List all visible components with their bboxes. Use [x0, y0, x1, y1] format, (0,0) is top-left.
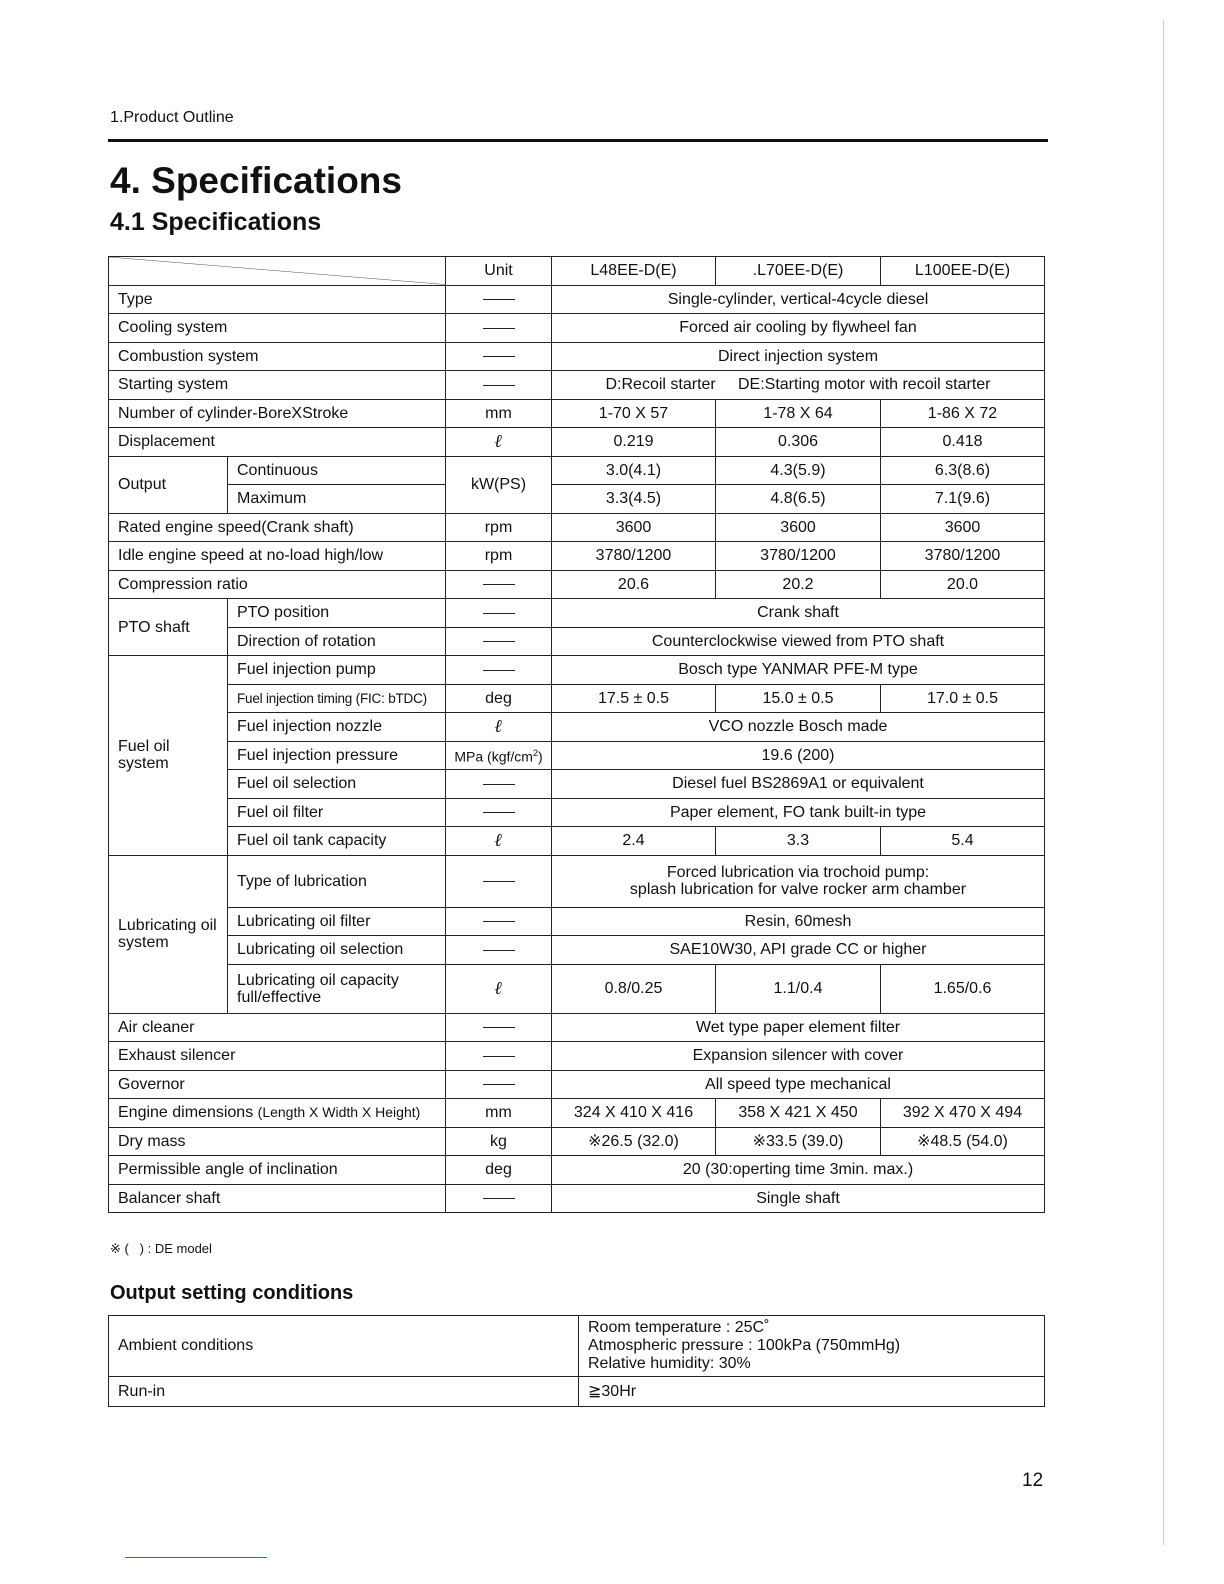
- row-label: Balancer shaft: [109, 1184, 446, 1213]
- value-cell: 20.2: [716, 570, 881, 599]
- liter-symbol: ℓ: [494, 715, 503, 737]
- label-text: Engine dimensions: [118, 1104, 254, 1122]
- ambient-values: [579, 1316, 1045, 1377]
- dash-mark: [483, 613, 515, 614]
- page-title: 4. Specifications: [110, 160, 402, 201]
- row-label: Idle engine speed at no-load high/low: [109, 542, 446, 571]
- value-cell: 0.219: [552, 428, 716, 457]
- table-row: [109, 1013, 1045, 1042]
- value-cell: 7.1(9.6): [881, 485, 1045, 514]
- value-cell: SAE10W30, API grade CC or higher: [552, 936, 1045, 965]
- value-cell: 17.5 ± 0.5: [552, 684, 716, 713]
- output-conditions-table: [108, 1315, 1045, 1407]
- unit-cell: rpm: [446, 513, 552, 542]
- label-small-text: (Length X Width X Height): [257, 1104, 421, 1121]
- unit-cell: [446, 570, 552, 599]
- unit-cell: [446, 1013, 552, 1042]
- table-row: [109, 342, 1045, 371]
- value-cell: 15.0 ± 0.5: [716, 684, 881, 713]
- scan-edge-line: [1163, 20, 1164, 1545]
- value-cell: Expansion silencer with cover: [552, 1042, 1045, 1071]
- value-line: Forced lubrication via trochoid pump:: [666, 864, 930, 881]
- table-row: [109, 1070, 1045, 1099]
- value-cell: ※26.5 (32.0): [552, 1127, 716, 1156]
- table-row: [109, 1316, 1045, 1377]
- table-row: [109, 285, 1045, 314]
- table-row: [109, 1377, 1045, 1407]
- value-cell: 3.0(4.1): [552, 456, 716, 485]
- value-cell: ※33.5 (39.0): [716, 1127, 881, 1156]
- unit-cell: [446, 285, 552, 314]
- row-label: Displacement: [109, 428, 446, 457]
- value-line: Atmospheric pressure : 100kPa (750mmHg): [588, 1337, 901, 1354]
- unit-cell: [446, 428, 552, 457]
- value-cell: 3780/1200: [716, 542, 881, 571]
- runin-label: Run-in: [109, 1377, 579, 1407]
- row-label: Cooling system: [109, 314, 446, 343]
- unit-cell: [446, 342, 552, 371]
- unit-text: MPa (kgf/cm: [454, 748, 533, 765]
- row-label: Lubricating oil selection: [228, 936, 446, 965]
- value-cell: 4.8(6.5): [716, 485, 881, 514]
- value-cell: 324 X 410 X 416: [552, 1099, 716, 1128]
- value-cell: 3600: [716, 513, 881, 542]
- table-row: [109, 599, 1045, 628]
- value-cell: Paper element, FO tank built-in type: [552, 798, 1045, 827]
- table-row: [109, 770, 1045, 799]
- value-cell: 2.4: [552, 827, 716, 856]
- liter-symbol: ℓ: [494, 430, 503, 452]
- value-cell: 1-70 X 57: [552, 399, 716, 428]
- unit-cell: rpm: [446, 542, 552, 571]
- row-label: PTO position: [228, 599, 446, 628]
- value-cell: Bosch type YANMAR PFE-M type: [552, 656, 1045, 685]
- dash-mark: [483, 1084, 515, 1085]
- value-cell: ※48.5 (54.0): [881, 1127, 1045, 1156]
- unit-cell: [446, 1184, 552, 1213]
- row-label: Type: [109, 285, 446, 314]
- table-row: [109, 314, 1045, 343]
- unit-text: ): [537, 748, 543, 765]
- unit-cell: mm: [446, 1099, 552, 1128]
- value-cell: 392 X 470 X 494: [881, 1099, 1045, 1128]
- dash-mark: [483, 299, 515, 300]
- value-cell: 20.6: [552, 570, 716, 599]
- liter-symbol: ℓ: [494, 977, 503, 999]
- row-label: [109, 1099, 446, 1128]
- value-cell: 17.0 ± 0.5: [881, 684, 1045, 713]
- unit-header: Unit: [446, 257, 552, 286]
- row-label: Starting system: [109, 371, 446, 400]
- dash-mark: [483, 1056, 515, 1057]
- value-cell: 3600: [552, 513, 716, 542]
- header-rule: [108, 139, 1048, 142]
- model-header: L100EE-D(E): [881, 257, 1045, 286]
- unit-cell: kg: [446, 1127, 552, 1156]
- unit-cell: [446, 627, 552, 656]
- unit-cell: [446, 1070, 552, 1099]
- value-cell: D:Recoil starter DE:Starting motor with recoil starter: [552, 371, 1045, 400]
- dash-mark: [483, 328, 515, 329]
- value-cell: All speed type mechanical: [552, 1070, 1045, 1099]
- unit-cell: [446, 770, 552, 799]
- table-row: [109, 371, 1045, 400]
- dash-mark: [483, 1027, 515, 1028]
- table-row: [109, 684, 1045, 713]
- table-row: [109, 798, 1045, 827]
- row-label: Governor: [109, 1070, 446, 1099]
- row-label: Type of lubrication: [228, 855, 446, 907]
- row-label: Direction of rotation: [228, 627, 446, 656]
- section-title: 4.1 Specifications: [110, 208, 322, 236]
- value-cell: 358 X 421 X 450: [716, 1099, 881, 1128]
- unit-cell: [446, 741, 552, 770]
- row-label: Fuel injection pressure: [228, 741, 446, 770]
- unit-cell: [446, 371, 552, 400]
- unit-cell: [446, 713, 552, 742]
- dash-mark: [483, 812, 515, 813]
- blue-underline-mark: [125, 1557, 267, 1558]
- table-row: [109, 428, 1045, 457]
- runin-value: ≧30Hr: [579, 1377, 1045, 1407]
- row-label: Rated engine speed(Crank shaft): [109, 513, 446, 542]
- value-cell: 1-86 X 72: [881, 399, 1045, 428]
- table-row: [109, 513, 1045, 542]
- model-header: L48EE-D(E): [552, 257, 716, 286]
- value-cell: Forced air cooling by flywheel fan: [552, 314, 1045, 343]
- table-row: [109, 713, 1045, 742]
- value-cell: Counterclockwise viewed from PTO shaft: [552, 627, 1045, 656]
- value-cell: Diesel fuel BS2869A1 or equivalent: [552, 770, 1045, 799]
- value-cell: 3780/1200: [881, 542, 1045, 571]
- group-label: Output: [109, 456, 228, 513]
- value-cell: 3780/1200: [552, 542, 716, 571]
- unit-cell: mm: [446, 399, 552, 428]
- row-label: Fuel injection timing (FIC: bTDC): [228, 684, 446, 713]
- unit-cell: [446, 855, 552, 907]
- value-cell: 3.3: [716, 827, 881, 856]
- value-cell: 1.65/0.6: [881, 964, 1045, 1013]
- row-label: Continuous: [228, 456, 446, 485]
- value-cell: Resin, 60mesh: [552, 907, 1045, 936]
- unit-cell: deg: [446, 684, 552, 713]
- liter-symbol: ℓ: [494, 829, 503, 851]
- table-row: [109, 1156, 1045, 1185]
- row-label: Fuel injection nozzle: [228, 713, 446, 742]
- header-diagonal-cell: [109, 257, 446, 286]
- table-header-row: [109, 257, 1045, 286]
- value-cell: 0.306: [716, 428, 881, 457]
- table-row: [109, 964, 1045, 1013]
- table-row: [109, 570, 1045, 599]
- row-label: Air cleaner: [109, 1013, 446, 1042]
- table-row: [109, 1099, 1045, 1128]
- value-cell: 1.1/0.4: [716, 964, 881, 1013]
- value-cell: Crank shaft: [552, 599, 1045, 628]
- table-row: [109, 741, 1045, 770]
- value-cell: 6.3(8.6): [881, 456, 1045, 485]
- unit-cell: deg: [446, 1156, 552, 1185]
- row-label: Fuel injection pump: [228, 656, 446, 685]
- value-line: Room temperature : 25C˚: [588, 1319, 770, 1336]
- table-row: [109, 1184, 1045, 1213]
- dash-mark: [483, 356, 515, 357]
- label-line: Lubricating oil capacity: [237, 971, 399, 989]
- table-row: [109, 1127, 1045, 1156]
- table-row: [109, 627, 1045, 656]
- value-cell: Single shaft: [552, 1184, 1045, 1213]
- value-cell: 4.3(5.9): [716, 456, 881, 485]
- table-row: [109, 456, 1045, 485]
- dash-mark: [483, 641, 515, 642]
- value-cell: 20.0: [881, 570, 1045, 599]
- row-label: Fuel oil tank capacity: [228, 827, 446, 856]
- value-cell: [552, 855, 1045, 907]
- dash-mark: [483, 385, 515, 386]
- specifications-table: [108, 256, 1045, 1213]
- group-label: Fuel oil system: [109, 656, 228, 856]
- table-row: [109, 827, 1045, 856]
- value-cell: 0.8/0.25: [552, 964, 716, 1013]
- unit-cell: [446, 964, 552, 1013]
- dash-mark: [483, 584, 515, 585]
- value-line: splash lubrication for valve rocker arm chamber: [629, 881, 967, 898]
- dash-mark: [483, 670, 515, 671]
- row-label: Lubricating oil filter: [228, 907, 446, 936]
- table-row: [109, 485, 1045, 514]
- value-cell: 20 (30:operting time 3min. max.): [552, 1156, 1045, 1185]
- ambient-label: Ambient conditions: [109, 1316, 579, 1377]
- row-label: Maximum: [228, 485, 446, 514]
- row-label: Number of cylinder-BoreXStroke: [109, 399, 446, 428]
- table-row: [109, 907, 1045, 936]
- row-label: Exhaust silencer: [109, 1042, 446, 1071]
- table-row: [109, 855, 1045, 907]
- footnote: ※ ( ) : DE model: [110, 1241, 212, 1256]
- value-cell: 3.3(4.5): [552, 485, 716, 514]
- dash-mark: [483, 1198, 515, 1199]
- unit-cell: [446, 1042, 552, 1071]
- value-cell: Single-cylinder, vertical-4cycle diesel: [552, 285, 1045, 314]
- group-label: Lubricating oil system: [109, 855, 228, 1013]
- group-label: PTO shaft: [109, 599, 228, 656]
- row-label: Compression ratio: [109, 570, 446, 599]
- unit-cell: [446, 907, 552, 936]
- unit-cell: [446, 314, 552, 343]
- table-row: [109, 656, 1045, 685]
- unit-cell: kW(PS): [446, 456, 552, 513]
- running-head: 1.Product Outline: [110, 109, 234, 126]
- model-header: .L70EE-D(E): [716, 257, 881, 286]
- unit-cell: [446, 599, 552, 628]
- value-cell: VCO nozzle Bosch made: [552, 713, 1045, 742]
- unit-cell: [446, 656, 552, 685]
- value-cell: 5.4: [881, 827, 1045, 856]
- row-label: [228, 964, 446, 1013]
- value-cell: Direct injection system: [552, 342, 1045, 371]
- dash-mark: [483, 784, 515, 785]
- page-number: 12: [1022, 1470, 1044, 1491]
- row-label: Dry mass: [109, 1127, 446, 1156]
- table-row: [109, 936, 1045, 965]
- table-row: [109, 542, 1045, 571]
- dash-mark: [483, 950, 515, 951]
- value-cell: 3600: [881, 513, 1045, 542]
- row-label: Combustion system: [109, 342, 446, 371]
- unit-superscript: 2: [532, 747, 538, 758]
- dash-mark: [483, 881, 515, 882]
- unit-cell: [446, 827, 552, 856]
- value-cell: 19.6 (200): [552, 741, 1045, 770]
- table-row: [109, 1042, 1045, 1071]
- value-line: Relative humidity: 30%: [588, 1355, 751, 1372]
- row-label: Fuel oil selection: [228, 770, 446, 799]
- dash-mark: [483, 921, 515, 922]
- table-row: [109, 399, 1045, 428]
- unit-cell: [446, 798, 552, 827]
- row-label: Permissible angle of inclination: [109, 1156, 446, 1185]
- output-conditions-heading: Output setting conditions: [110, 1282, 354, 1304]
- label-line: full/effective: [237, 988, 322, 1006]
- value-cell: 1-78 X 64: [716, 399, 881, 428]
- unit-cell: [446, 936, 552, 965]
- row-label: Fuel oil filter: [228, 798, 446, 827]
- value-cell: 0.418: [881, 428, 1045, 457]
- value-cell: Wet type paper element filter: [552, 1013, 1045, 1042]
